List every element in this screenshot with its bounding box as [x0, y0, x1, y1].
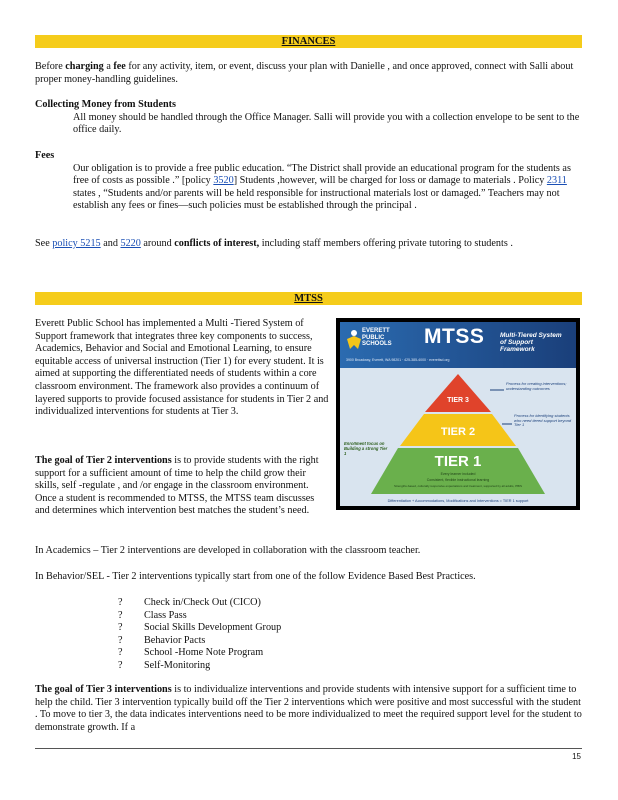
text-run: a: [103, 61, 114, 72]
bullet-icon: ?: [118, 622, 123, 633]
fees-heading: Fees: [35, 150, 55, 161]
bullet-icon: ?: [118, 609, 123, 621]
tier2-goal-bold: The goal of Tier 2 interventions: [35, 455, 172, 466]
figure-title: MTSS: [424, 325, 485, 348]
page-number: 15: [572, 752, 581, 761]
practices-list: [118, 597, 281, 672]
collecting-section: [35, 99, 583, 137]
logo-line: SCHOOLS: [362, 341, 392, 347]
footer-divider: [35, 748, 582, 749]
list-item: [118, 597, 281, 610]
bullet-icon: ?: [118, 634, 123, 646]
figure-logo-text: [362, 328, 392, 348]
tier1-label: TIER 1: [434, 453, 482, 470]
mtss-intro: Everett Public School has implemented a Multi -Tiered System of Support framework that integrates three key components to success, Academics, Behavior and Social and Emotional Learning, to ensure equitable access of universal instruction (Tier 1) for every student. It is aimed at supporting the differentiated needs of students within a core classroom environment. The framework also provides a continuum of layered supports to provide focused assistance for students in Tier 2 and individualized interventions for students at Tier 3.: [35, 318, 329, 418]
text-run: Our obligation is to provide a free public education. “The District shall provide an educational program for the students as free of costs as possible .” [policy: [73, 162, 571, 187]
tier3-goal: [35, 684, 583, 734]
policy-3520-link[interactable]: 3520: [213, 175, 234, 187]
conflicts-bold: conflicts of interest,: [174, 238, 260, 249]
tier2-goal: [35, 455, 330, 518]
behavior-line: In Behavior/SEL - Tier 2 interventions typically start from one of the follow Evidence Based Best Practices.: [35, 571, 476, 582]
finances-header-band: [35, 35, 582, 48]
base-line: Strengths-based, culturally responsive expectations and treatment, supported by all adults, PBIS: [393, 484, 523, 488]
tier3-goal-bold: The goal of Tier 3 interventions: [35, 684, 172, 695]
text-run: around: [140, 238, 175, 249]
policy-5220-link[interactable]: 5220: [120, 238, 141, 249]
base-line: Consistent, flexible instructional learning: [426, 478, 490, 482]
collecting-heading: Collecting Money from Students: [35, 99, 177, 110]
see-policies: [35, 238, 583, 251]
figure-subtitle: Multi-Tiered System of Support Framework: [500, 332, 562, 353]
list-item-text: Class Pass: [144, 609, 187, 621]
tier3-label: TIER 3: [447, 397, 469, 404]
text-run: including staff members offering private tutoring to students .: [259, 238, 513, 249]
tier3-note: Process for creating interventions; understanding outcomes: [506, 382, 567, 391]
list-item-text: School -Home Note Program: [144, 647, 264, 658]
list-item: [118, 622, 281, 635]
text-run: ] Students ,however, will be charged for loss or damage to materials . Policy: [233, 175, 547, 187]
tier-pyramid: [340, 368, 576, 506]
text-run: is to individualize interventions and provide students with intensive support for a sufficient time to help the child. Tier 3 intervention typically build off the Tier 2 interventions which were positive and most successful with the student . To move to tier 3, the data indicates interventions need to be more individualized to meet the required support level for the student to demonstrate growth. If a: [35, 684, 582, 733]
logo-line: EVERETT: [362, 328, 390, 334]
bullet-icon: ?: [118, 659, 123, 671]
mtss-header-band: [35, 292, 582, 305]
tier2-label: TIER 2: [440, 426, 476, 438]
left-note: Enrollment focus on Building a strong Tier 1: [344, 442, 388, 456]
finances-intro: [35, 61, 583, 86]
base-line: Every learner included: [440, 472, 476, 476]
list-item: [118, 660, 281, 673]
list-item: [118, 647, 281, 660]
list-item-text: Behavior Pacts: [144, 634, 206, 646]
list-item-text: Self-Monitoring: [144, 659, 211, 671]
bullet-icon: ?: [118, 597, 123, 608]
text-run: is to provide students with the right support for a sufficient amount of time to help the child grow their skills, self -regulate , and /or engage in the classroom environment. Once a student is recommended to MTSS, the MTSS team discusses and determines which intervention best matches the student’s need.: [35, 455, 319, 517]
logo-line: PUBLIC: [362, 334, 385, 341]
finances-header: FINANCES: [281, 36, 336, 47]
figure-header: [340, 322, 576, 368]
text-run: for any activity, item, or event, discuss your plan with Danielle , and once approved, connect with Salli about proper money-handling guidelines.: [35, 61, 574, 85]
figure-bottom-note: Differentiation + Accommodations, Modifications and Interventions = TIER 1 support: [387, 499, 529, 503]
text-run: Before: [35, 61, 66, 72]
fees-text: [35, 163, 583, 213]
charging-bold: charging: [65, 61, 104, 72]
academics-line: In Academics – Tier 2 interventions are developed in collaboration with the classroom teacher.: [35, 545, 421, 556]
fees-section: [35, 150, 583, 213]
list-item-text: Social Skills Development Group: [144, 622, 282, 633]
policy-5215-link[interactable]: policy 5215: [52, 238, 101, 249]
text-run: states , “Students and/or parents will be held responsible for instructional materials lost or damaged.” Teachers may not establish any fees or fines—such policies must be established through the principal .: [73, 187, 560, 212]
tier2-note: Process for identifying students who need tiered support beyond Tier 1: [514, 414, 572, 428]
list-item: [118, 635, 281, 648]
figure-address: 3900 Broadway, Everett, WA 98201 · 425-385-4000 · everettsd.org: [346, 358, 450, 362]
list-item-text: Check in/Check Out (CICO): [144, 597, 261, 608]
list-item: [118, 610, 281, 623]
policy-2311-link[interactable]: 2311: [546, 175, 567, 187]
school-logo-icon: [344, 327, 364, 351]
mtss-framework-image: [336, 318, 580, 510]
bullet-icon: ?: [118, 647, 123, 658]
text-run: See: [35, 238, 53, 249]
collecting-text: All money should be handled through the Office Manager. Salli will provide you with a collection envelope to be sent to the office daily.: [73, 111, 580, 136]
text-run: and: [100, 238, 121, 249]
mtss-header: MTSS: [294, 293, 323, 304]
fee-bold: fee: [113, 61, 126, 72]
